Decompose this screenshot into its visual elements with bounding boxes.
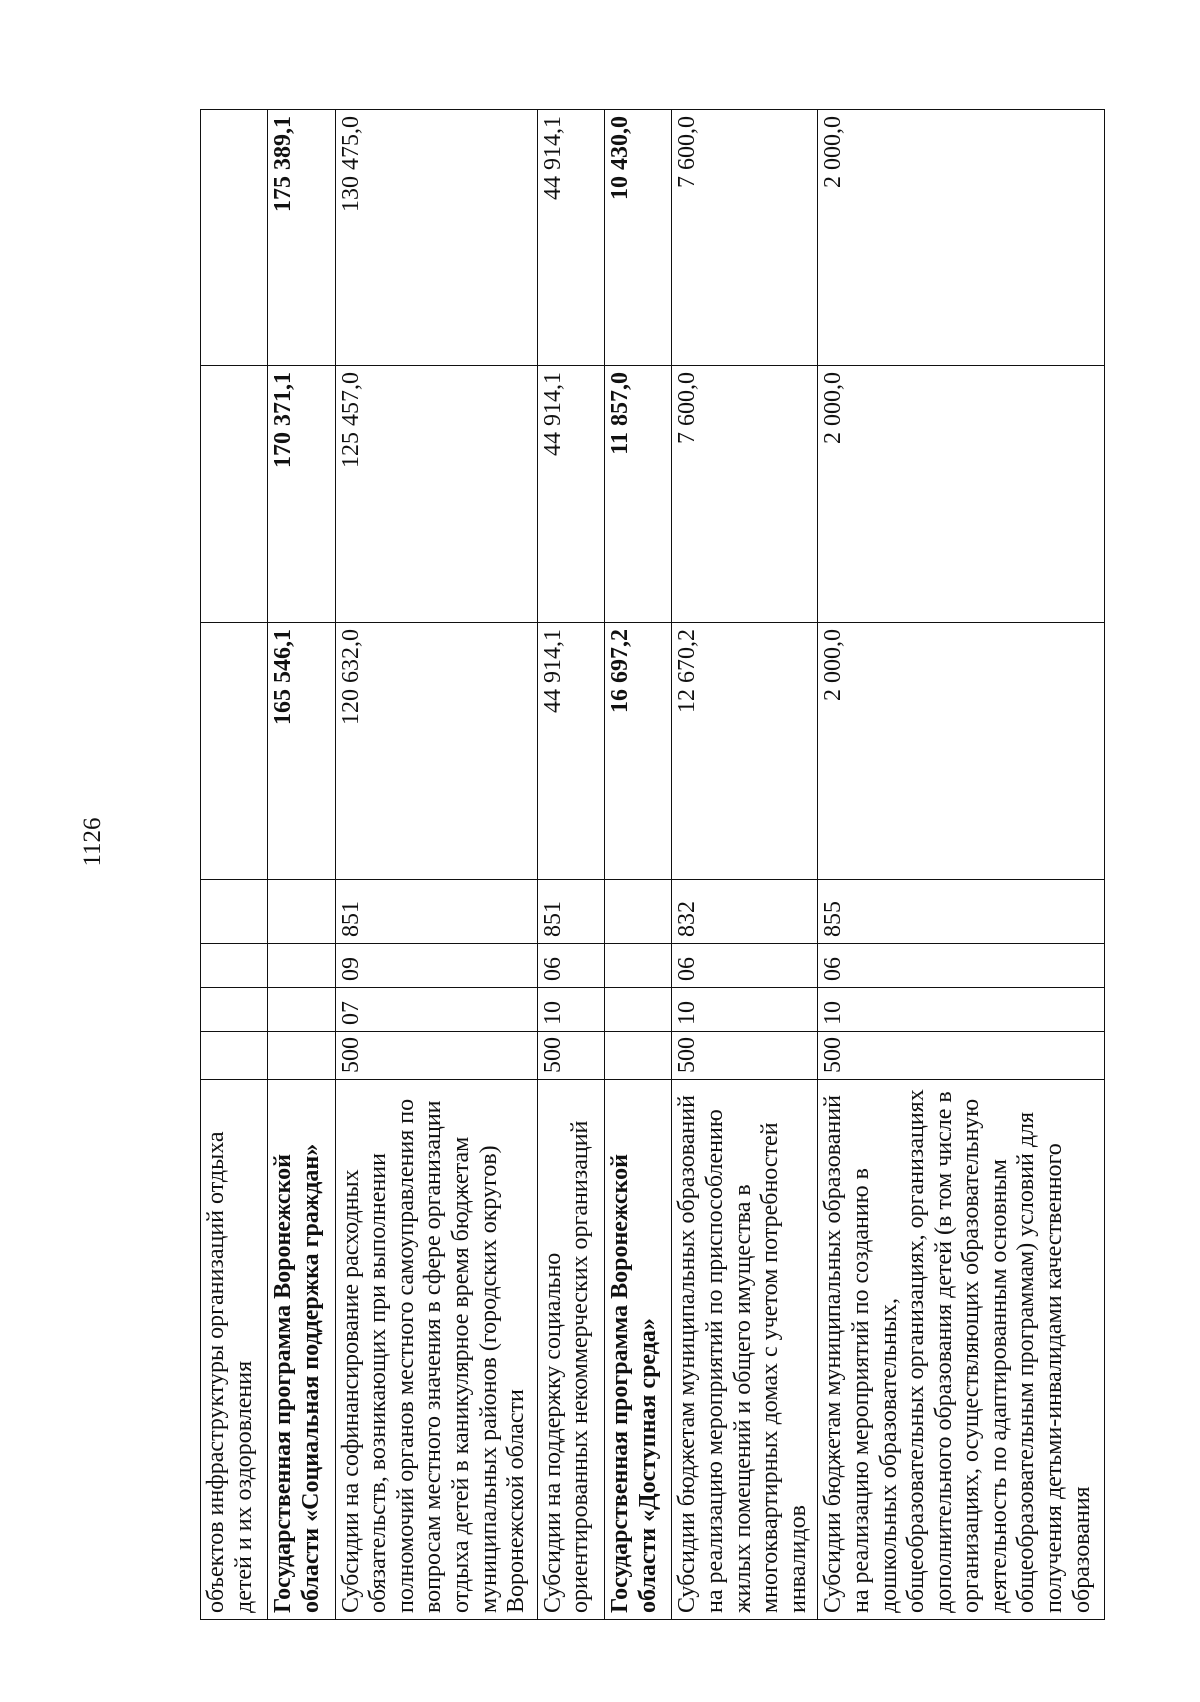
rz-code (605, 988, 672, 1032)
pr-code: 09 (335, 944, 537, 988)
year3-value: 130 475,0 (335, 110, 537, 366)
min-code: 500 (335, 1032, 537, 1080)
year1-value: 2 000,0 (818, 623, 1105, 880)
row-name: объектов инфраструктуры организаций отдыха детей и их оздоровления (201, 1080, 268, 1620)
pr-code: 06 (672, 944, 818, 988)
rz-code (268, 988, 335, 1032)
row-name: Субсидии бюджетам муниципальных образований на реализацию мероприятий по приспособлению жилых помещений и общего имущества в многоквартирных домах с учетом потребностей инвалидов (672, 1080, 818, 1620)
row-name: Государственная программа Воронежской области «Социальная поддержка граждан» (268, 1080, 335, 1620)
table-row (335, 110, 537, 1620)
table-row (672, 110, 818, 1620)
year2-value: 170 371,1 (268, 366, 335, 623)
year3-value: 10 430,0 (605, 110, 672, 366)
rz-code: 10 (818, 988, 1105, 1032)
row-name: Субсидии на софинансирование расходных обязательств, возникающих при выполнении полномочий органов местного самоуправления по вопросам местного значения в сфере организации отдыха детей в каникулярное время бюджетам муниципальных районов (городских округов) Воронежской области (335, 1080, 537, 1620)
vr-code: 851 (335, 880, 537, 944)
table-row (537, 110, 604, 1620)
year3-value: 44 914,1 (537, 110, 604, 366)
year1-value: 44 914,1 (537, 623, 604, 880)
year2-value: 11 857,0 (605, 366, 672, 623)
table-body (201, 110, 1105, 1620)
min-code (268, 1032, 335, 1080)
year2-value: 2 000,0 (818, 366, 1105, 623)
vr-code: 851 (537, 880, 604, 944)
budget-table (200, 109, 1105, 1620)
pr-code (268, 944, 335, 988)
year1-value: 12 670,2 (672, 623, 818, 880)
row-name: Субсидии бюджетам муниципальных образований на реализацию мероприятий по созданию в дошкольных образовательных, общеобразовательных организациях, организациях дополнительного образования детей (в том числе в организациях, осуществляющих образовательную деятельность по адаптированным основным общеобразовательным программам) условий для получения детьми-инвалидами качественного образования (818, 1080, 1105, 1620)
year3-value: 2 000,0 (818, 110, 1105, 366)
page-number: 1126 (79, 817, 106, 867)
table-row (268, 110, 335, 1620)
rz-code (201, 988, 268, 1032)
year1-value: 16 697,2 (605, 623, 672, 880)
year3-value (201, 110, 268, 366)
vr-code: 855 (818, 880, 1105, 944)
year2-value: 44 914,1 (537, 366, 604, 623)
vr-code (201, 880, 268, 944)
year3-value: 175 389,1 (268, 110, 335, 366)
year2-value: 7 600,0 (672, 366, 818, 623)
year2-value (201, 366, 268, 623)
min-code: 500 (818, 1032, 1105, 1080)
min-code (605, 1032, 672, 1080)
year1-value (201, 623, 268, 880)
vr-code (605, 880, 672, 944)
vr-code: 832 (672, 880, 818, 944)
row-name: Государственная программа Воронежской области «Доступная среда» (605, 1080, 672, 1620)
year2-value: 125 457,0 (335, 366, 537, 623)
rz-code: 07 (335, 988, 537, 1032)
pr-code: 06 (537, 944, 604, 988)
min-code: 500 (672, 1032, 818, 1080)
table-row (605, 110, 672, 1620)
min-code (201, 1032, 268, 1080)
rz-code: 10 (672, 988, 818, 1032)
row-name: Субсидии на поддержку социально ориентированных некоммерческих организаций (537, 1080, 604, 1620)
table-row (818, 110, 1105, 1620)
rz-code: 10 (537, 988, 604, 1032)
year1-value: 165 546,1 (268, 623, 335, 880)
min-code: 500 (537, 1032, 604, 1080)
year3-value: 7 600,0 (672, 110, 818, 366)
table-row (201, 110, 268, 1620)
pr-code: 06 (818, 944, 1105, 988)
pr-code (201, 944, 268, 988)
vr-code (268, 880, 335, 944)
year1-value: 120 632,0 (335, 623, 537, 880)
pr-code (605, 944, 672, 988)
rotated-table-wrapper (200, 110, 1105, 1620)
